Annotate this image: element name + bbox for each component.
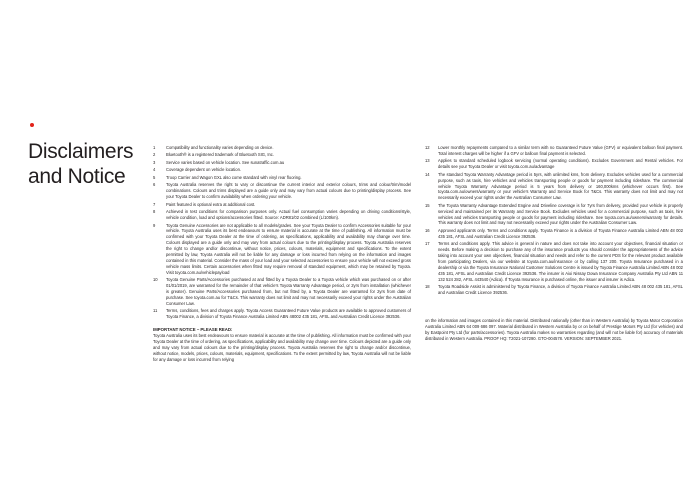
note-number: 18 bbox=[425, 284, 430, 290]
left-notes-list bbox=[153, 145, 411, 320]
right-notes-list bbox=[425, 145, 683, 296]
right-column bbox=[425, 145, 683, 362]
page-title: Disclaimers and Notice bbox=[28, 140, 134, 188]
note-text: Troop Carrier and Wagon GXL also come standard with vinyl rear flooring. bbox=[166, 174, 302, 180]
note-text: Toyota Genuine Accessories are not applicable to all models/grades. See your Toyota Dealer to confirm Accessories suitable for your vehicle. Toyota Australia uses its best endeavours to ensure material is accurate at the time of publishing. All information must be confirmed with your Toyota Dealer at the time of ordering, as specifications, applicability and availability may change over time. Colours displayed are a guide only and may vary from actual colours due to the printing/display process. Toyota Australia reserves the right to change and/or discontinue, without notice, prices, colours, materials, equipment and specifications. To the extent permitted by law, Toyota Australia will not be liable for any damage or loss incurred from relying on the information and images contained in this material. Consider the mass of your load and your selected accessories to ensure your vehicle will not exceed gross vehicle mass limits. Certain accessories when fitted may require removal of standard equipment, which may be retained by Toyota. Visit toyota.com.au/vehiclepayload bbox=[166, 222, 411, 275]
note-text: Toyota Genuine Parts/Accessories purchased at and fitted by a Toyota Dealer to a Toyota vehicle which was purchased on or after 01/01/2019, are warranted for the remainder of that vehicle's Toyota Warranty Advantage period, or 2yrs from installation (whichever is greater). Genuine Parts/Accessories purchased from, but not fitted by, a Toyota Dealer are warranted for 2yrs from date of purchase. See toyota.com.au for T&Cs. This warranty does not limit and may not necessarily exceed your rights under the Australian Consumer Law. bbox=[166, 277, 411, 306]
list-item bbox=[153, 223, 411, 276]
list-item bbox=[153, 182, 411, 200]
note-number: 2 bbox=[153, 152, 156, 158]
footer-continuation: on the information and images contained in this material. Distributed nationally (other than in Western Australia) by Toyota Motor Corporation Australia Limited ABN 64 009 686 097. Material distributed in Western Australia by or on behalf of Prestige Motors Pty Ltd (for vehicles) and by Eastpoint Pty Ltd (for parts/accessories). Toyota Australia makes no warranties regarding (and will not be liable for) accuracy of materials distributed in Western Australia. PROOF HQ: T2021-107290. GTO-004578. VERSION: SEPTEMBER 2021. bbox=[425, 317, 683, 341]
list-item bbox=[153, 308, 411, 320]
list-item bbox=[153, 152, 411, 158]
list-item bbox=[153, 167, 411, 173]
note-text: Toyota Roadside Assist is administered by Toyota Finance, a division of Toyota Finance Australia Limited ABN 48 002 435 181, AFSL and Australian Credit Licence 392536. bbox=[438, 284, 683, 296]
note-number: 13 bbox=[425, 158, 430, 164]
note-text: Toyota Australia reserves the right to vary or discontinue the current interior and exterior colours, trims and colour/trim/model combinations. Colours and trims displayed are a guide only and may vary from actual colours due to printing/display process. See your Toyota Dealer to confirm availability when ordering your vehicle. bbox=[166, 182, 411, 200]
note-text: Bluetooth® is a registered trademark of Bluetooth SIG, Inc. bbox=[166, 152, 275, 158]
note-number: 17 bbox=[425, 241, 430, 247]
note-text: Lower monthly repayments compared to a similar term with no Guaranteed Future Value (GFV) or equivalent balloon final payment. Total interest charges will be higher if a GFV or balloon final payment is selected. bbox=[438, 145, 683, 156]
note-number: 9 bbox=[153, 222, 156, 228]
note-number: 7 bbox=[153, 201, 156, 207]
note-number: 3 bbox=[153, 159, 156, 165]
note-text: Service varies based on vehicle location. See sunatraffic.com.au bbox=[166, 159, 285, 165]
note-text: Paint featured is optional extra at additional cost. bbox=[166, 201, 256, 207]
list-item bbox=[153, 209, 411, 221]
list-item bbox=[153, 160, 411, 166]
note-number: 6 bbox=[153, 182, 156, 188]
important-notice-title: IMPORTANT NOTICE – PLEASE READ: bbox=[153, 326, 233, 332]
note-number: 14 bbox=[425, 171, 430, 177]
note-number: 8 bbox=[153, 209, 156, 215]
note-text: Applies to standard scheduled logbook servicing (normal operating conditions). Excludes Government and Rental vehicles. For details see your Toyota Dealer or visit toyota.com.au/advantage bbox=[438, 158, 683, 170]
note-number: 16 bbox=[425, 227, 430, 233]
important-notice bbox=[153, 327, 411, 362]
list-item bbox=[153, 202, 411, 208]
list-item bbox=[425, 228, 683, 240]
notes-columns bbox=[153, 145, 683, 362]
note-text: Approved applicants only. Terms and conditions apply. Toyota Finance is a division of Toyota Finance Australia Limited ABN 48 002 435 181, AFSL and Australian Credit Licence 392536. bbox=[438, 227, 683, 239]
note-text: The Toyota Warranty Advantage Extended Engine and Driveline coverage is for 7yrs from delivery, provided your vehicle is properly serviced and maintained per its Warranty and Service Book. Excludes vehicles used for a commercial purpose, such as taxis, hire vehicles and vehicles transporting people or goods for payment including rideshare. See toyota.com.au/owners/warranty for details. This warranty does not limit and may not necessarily exceed your rights under the Australian Consumer Law. bbox=[438, 202, 683, 226]
note-text: The standard Toyota Warranty Advantage period is 5yrs, with unlimited kms, from delivery. Excludes vehicles used for a commercial purpose, such as taxis, hire vehicles and vehicles transporting people or goods for payment including rideshare. The commercial vehicle Toyota Warranty Advantage period is 5 years from delivery or 160,000kms (whichever occurs first). See toyota.com.au/owners/warranty or your vehicle's Warranty and Service Book for T&Cs. This warranty does not limit and may not necessarily exceed your rights under the Australian Consumer Law. bbox=[438, 171, 683, 201]
note-number: 12 bbox=[425, 145, 430, 150]
note-text: Terms, conditions, fees and charges apply. Toyota Access Guaranteed Future Value products are available to approved customers of Toyota Finance, a division of Toyota Finance Australia Limited ABN 48002 435 181, AFSL and Australian Credit Licence 392536. bbox=[166, 308, 411, 320]
list-item bbox=[425, 145, 683, 157]
list-item bbox=[425, 158, 683, 170]
note-number: 11 bbox=[153, 308, 158, 314]
list-item bbox=[153, 175, 411, 181]
note-text: Terms and conditions apply. This advice is general in nature and does not take into account your objectives, financial situation or needs. Before making a decision to purchase any of the insurance products you should consider the appropriateness of the advice taking into account your own objectives, financial situation and needs and refer to the current PDS for the relevant product available from participating Dealers, via our website at toyota.com.au/insurance or by calling 137 200. Toyota Insurance purchased in a dealership or via the Toyota Insurance National Customer Solutions Centre is issued by Toyota Finance Australia Limited ABN 48 002 435 181, AFSL and Australian Credit Licence 392536. The insurer is Aioi Nissay Dowa Insurance Company Australia Pty Ltd ABN 11 132 524 282, AFSL 443540 (Adica). If Toyota Insurance is purchased online, the issuer and insurer is Adica. bbox=[438, 241, 683, 282]
note-number: 1 bbox=[153, 145, 156, 150]
note-number: 5 bbox=[153, 174, 156, 180]
note-text: Coverage dependent on vehicle location. bbox=[166, 167, 242, 173]
red-dot-marker bbox=[30, 123, 34, 127]
list-item bbox=[425, 284, 683, 296]
note-text: Compatibility and functionality varies depending on device. bbox=[166, 145, 274, 150]
list-item bbox=[425, 241, 683, 282]
list-item bbox=[153, 277, 411, 306]
important-notice-body: Toyota Australia uses its best endeavours to ensure material is accurate at the time of publishing. All information must be confirmed with your Toyota Dealer at the time of ordering, as specifications, applicability and availability may change over time. Colours depicted are a guide only and may vary from actual colours due to the printing/display process. Toyota Australia reserves the right to change and/or discontinue, without notice, models, prices, colours, materials, equipment, specifications. To the extent permitted by law, Toyota Australia will not be liable for any damage or loss incurred from relying bbox=[153, 332, 411, 362]
left-column bbox=[153, 145, 411, 362]
list-item bbox=[153, 145, 411, 151]
list-item bbox=[425, 203, 683, 227]
note-number: 10 bbox=[153, 277, 158, 283]
list-item bbox=[425, 172, 683, 201]
note-number: 15 bbox=[425, 202, 430, 208]
note-number: 4 bbox=[153, 167, 156, 173]
note-text: Achieved in test conditions for comparison purposes only. Actual fuel consumption varies depending on driving conditions/style, vehicle condition, load and options/accessories fitted. Source: ADR81/02 combined (L/100km). bbox=[166, 209, 411, 221]
